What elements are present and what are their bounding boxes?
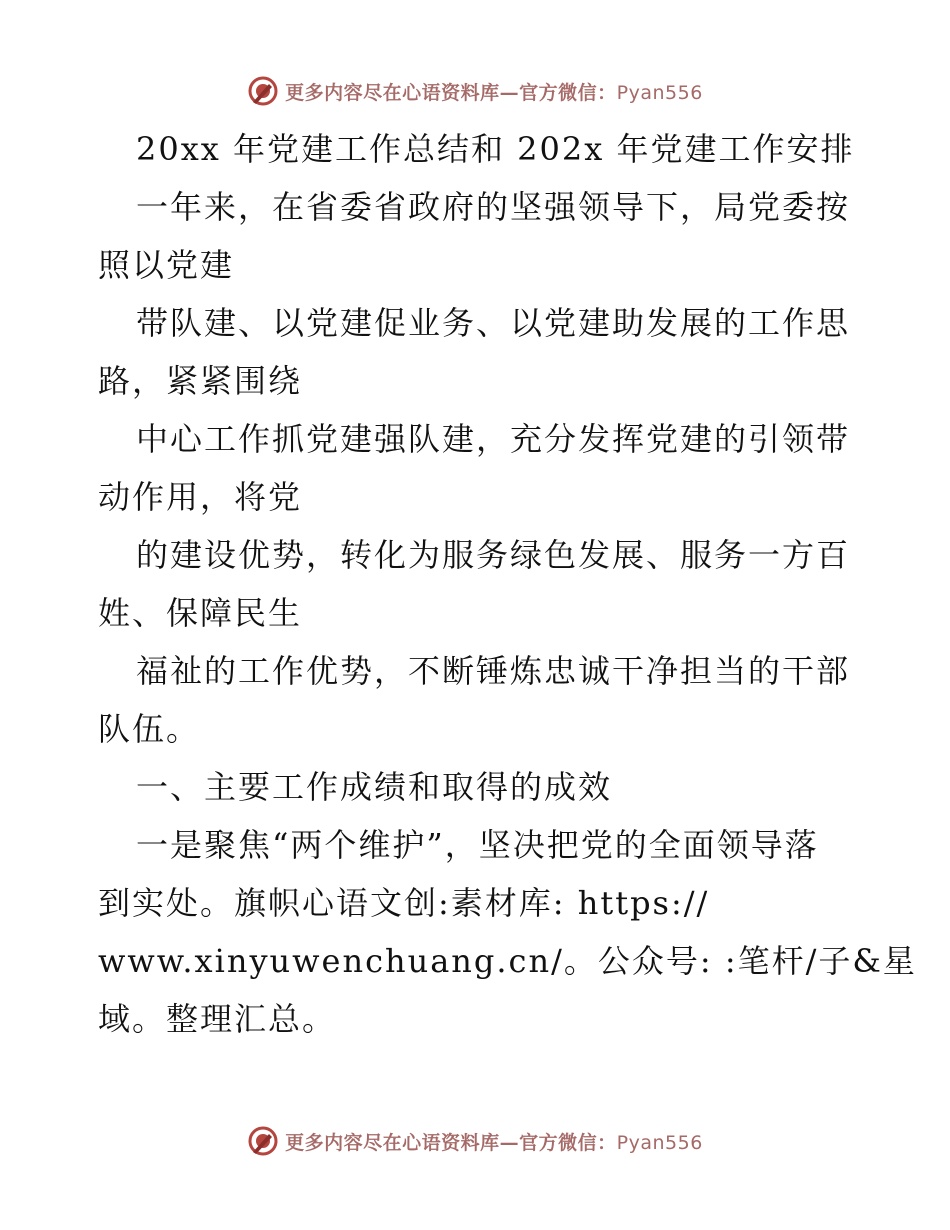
header-banner-cn: 更多内容尽在心语资料库—官方微信： (285, 81, 617, 104)
paragraph-line: 域。整理汇总。 (98, 1000, 337, 1038)
document-body (98, 120, 917, 1048)
pen-logo-icon (247, 75, 279, 107)
paragraph-line: 一是聚焦“两个维护”，坚决把党的全面领导落 (136, 826, 819, 864)
header-banner-text (285, 78, 703, 105)
paragraph-line: 照以党建 (98, 246, 235, 284)
paragraph-line: 中心工作抓党建强队建，充分发挥党建的引领带 (136, 420, 851, 458)
section-heading: 一、主要工作成绩和取得的成效 (136, 768, 613, 806)
paragraph-line: 路，紧紧围绕 (98, 362, 303, 400)
pen-logo-icon (247, 1125, 279, 1157)
header-banner (0, 71, 950, 111)
header-banner-id: Pyan556 (616, 81, 703, 104)
paragraph-line: 一年来，在省委省政府的坚强领导下，局党委按 (136, 188, 851, 226)
paragraph-line: 到实处。旗帜心语文创:素材库: https:// (98, 884, 710, 922)
paragraph-line: 姓、保障民生 (98, 594, 303, 632)
paragraph-line: 队伍。 (98, 710, 201, 748)
paragraph-line: www.xinyuwenchuang.cn/。公众号: :笔杆/子&星 (98, 942, 917, 980)
paragraph-line: 福祉的工作优势，不断锤炼忠诚干净担当的干部 (136, 652, 851, 690)
footer-banner-id: Pyan556 (616, 1131, 703, 1154)
footer-banner-cn: 更多内容尽在心语资料库—官方微信： (285, 1131, 617, 1154)
paragraph-line: 带队建、以党建促业务、以党建助发展的工作思 (136, 304, 851, 342)
paragraph-line: 动作用，将党 (98, 478, 303, 516)
paragraph-line: 的建设优势，转化为服务绿色发展、服务一方百 (136, 536, 851, 574)
footer-banner-text (285, 1128, 703, 1155)
footer-banner (0, 1121, 950, 1161)
document-title: 20xx 年党建工作总结和 202x 年党建工作安排 (136, 130, 855, 168)
